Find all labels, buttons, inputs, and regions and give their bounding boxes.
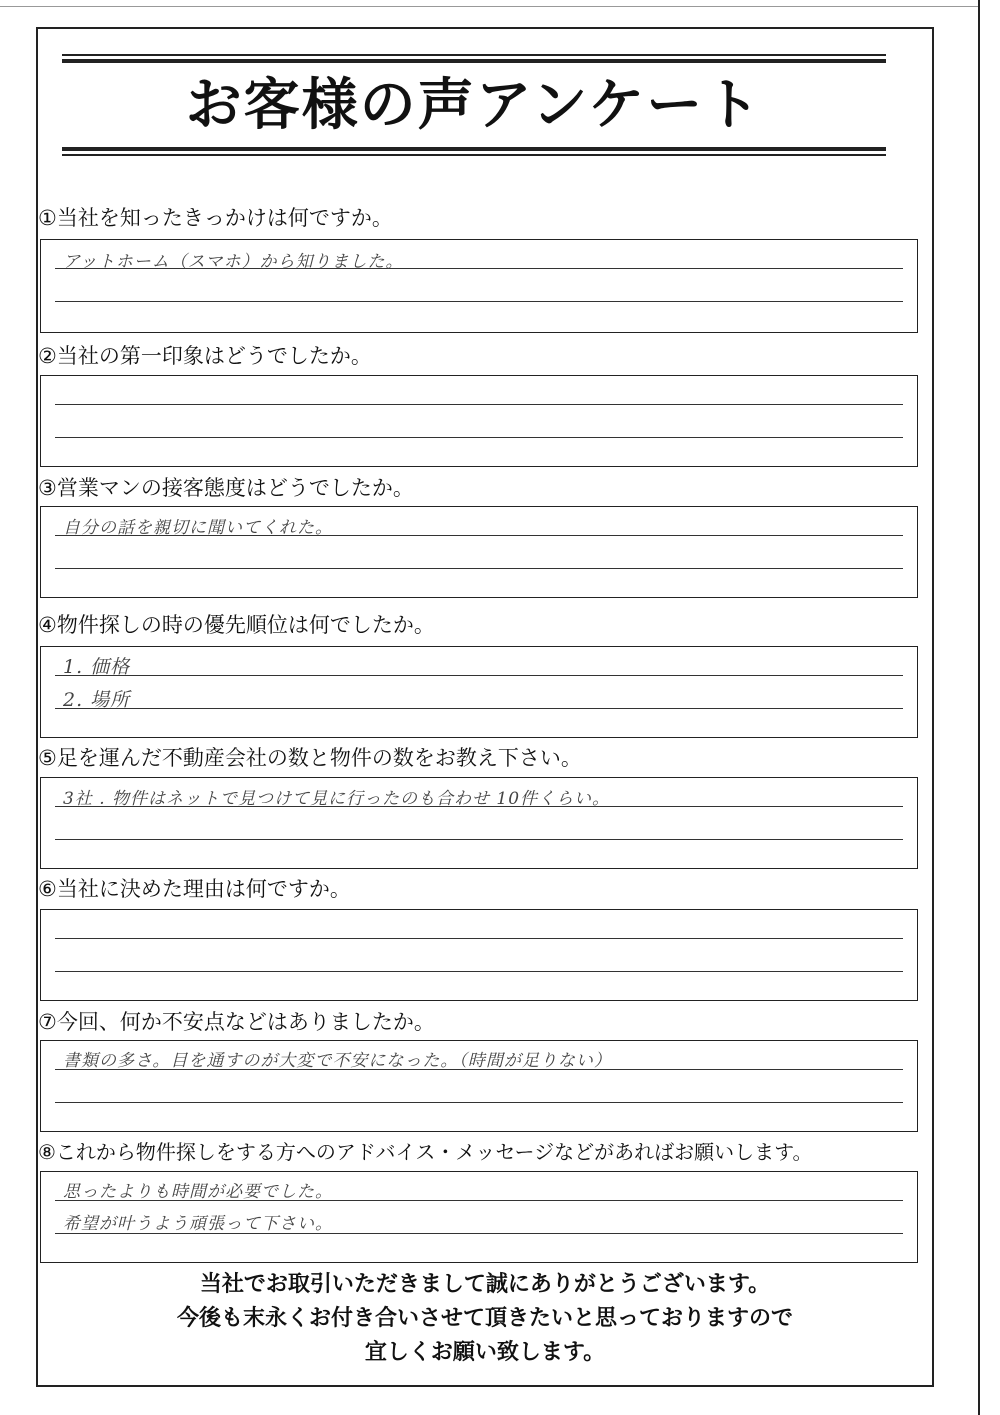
answer-8-text-2: 希望が叶うよう頑張って下さい。: [63, 1214, 333, 1234]
answer-box-8[interactable]: [40, 1171, 918, 1263]
scan-edge-top: [0, 6, 980, 7]
answer-1-text: アットホーム（スマホ）から知りました。: [63, 252, 404, 272]
question-2-label: ②当社の第一印象はどうでしたか。: [38, 344, 372, 368]
answer-box-1[interactable]: [40, 239, 918, 333]
title-rule-top-thick: [62, 59, 886, 63]
answer-line: [55, 839, 903, 840]
answer-5-text: 3社 . 物件はネットで見つけて見に行ったのも合わせ 10件くらい。: [63, 789, 611, 809]
answer-3-text: 自分の話を親切に聞いてくれた。: [63, 518, 333, 538]
question-5-label: ⑤足を運んだ不動産会社の数と物件の数をお教え下さい。: [38, 746, 582, 770]
question-3-label: ③営業マンの接客態度はどうでしたか。: [38, 476, 414, 500]
question-6-label: ⑥当社に決めた理由は何ですか。: [38, 877, 351, 901]
question-7-label: ⑦今回、何か不安点などはありましたか。: [38, 1010, 435, 1034]
answer-box-7[interactable]: [40, 1040, 918, 1132]
question-4-label: ④物件探しの時の優先順位は何でしたか。: [38, 613, 435, 637]
footer-message-line-2: 今後も末永くお付き合いさせて頂きたいと思っておりますので: [176, 1306, 793, 1331]
answer-line: [55, 938, 903, 939]
answer-8-text-1: 思ったよりも時間が必要でした。: [63, 1182, 333, 1202]
title-rule-bottom-thick: [62, 147, 886, 151]
answer-7-text: 書類の多さ。目を通すのが大変で不安になった。（時間が足りない）: [63, 1051, 612, 1071]
title-rule-bottom-thin: [62, 154, 886, 156]
answer-line: [55, 404, 903, 405]
question-1-label: ①当社を知ったきっかけは何ですか。: [38, 206, 393, 230]
answer-line: [55, 568, 903, 569]
answer-line: [55, 708, 903, 709]
footer-message-line-1: 当社でお取引いただきまして誠にありがとうございます。: [199, 1272, 771, 1297]
answer-line: [55, 971, 903, 972]
answer-line: [55, 301, 903, 302]
answer-line: [55, 675, 903, 676]
answer-box-4[interactable]: [40, 646, 918, 738]
footer-message-line-3: 宜しくお願い致します。: [364, 1340, 606, 1365]
answer-4-text-2: 2. 場所: [63, 689, 131, 711]
answer-box-3[interactable]: [40, 506, 918, 598]
answer-box-6[interactable]: [40, 909, 918, 1001]
answer-box-5[interactable]: [40, 777, 918, 869]
answer-4-text-1: 1. 価格: [63, 656, 131, 678]
answer-line: [55, 1102, 903, 1103]
page-title: お客様の声アンケート: [185, 73, 763, 138]
scan-edge-right: [978, 0, 980, 1415]
answer-line: [55, 437, 903, 438]
question-8-label: ⑧これから物件探しをする方へのアドバイス・メッセージなどがあればお願いします。: [38, 1140, 813, 1164]
answer-box-2[interactable]: [40, 375, 918, 467]
title-rule-top-thin: [62, 54, 886, 56]
